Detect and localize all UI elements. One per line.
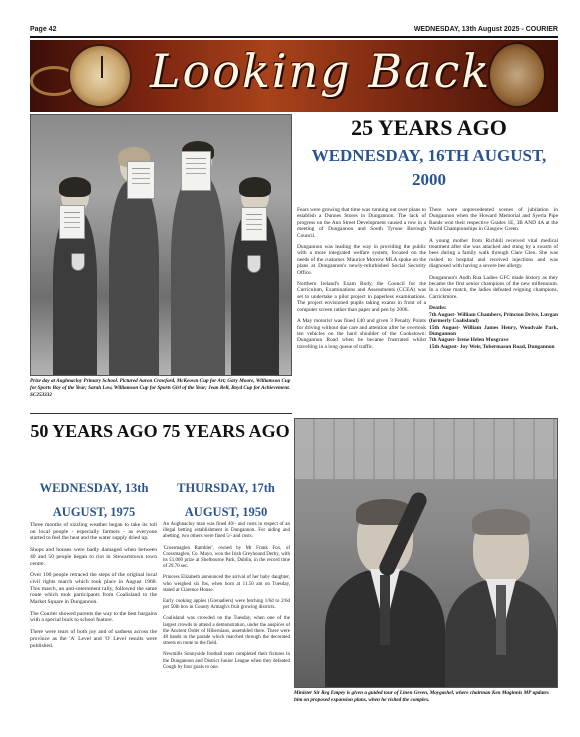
certificate <box>59 205 85 239</box>
article-paragraph: An Aughnacloy man was fined 40/- and costs in respect of an illegal betting establishment in Dungannon. For aiding and abetting, two others were fined 5/- and costs. <box>163 522 290 540</box>
article-paragraph: Coalisland was crowded on the Tuesday, when one of the largest crowds to attend a demonstration, under the auspices of the Ancient Order of Hibernians, assembled there. There were 48 bands in the parade which marched through the decorated streets en route to the field. <box>163 616 290 647</box>
section-divider <box>30 413 292 414</box>
article-paragraph: There were unprecedented scenes of jubilation in Dungannon when the Howard Memorial and Syerla Pipe Bands won their respective Grades 1E, 3B AND 4A at the World Championships in Glasgow Green. <box>429 207 558 233</box>
article-paragraph: A young mother from Richhill received vital medical treatment after she was attacked and stung by a swarm of bees during a family walk through Clare Glen. She was rushed to hospital and received injections and was diagnosed with having a severe bee allergy. <box>429 237 558 270</box>
article-paragraph: Princess Elizabeth announced the arrival of her baby daughter, who weighed six lbs, when born at 11.50 am on Tuesday, stated at Clarence House. <box>163 575 290 593</box>
article-paragraph: Fears were growing that time was running out over plans to establish a Dunnes Stores in Dungannon. The lack of progress on the Ann Street Development caused a row in a meeting of Dungannon and South Tyrone Borough Council. <box>297 207 426 239</box>
article-paragraph: Early cooking apples (Grenadiers) were fetching 1/6d to 2/6d per 50lb box in County Armagh's fruit growing districts. <box>163 599 290 611</box>
death-notice: 7th August- Irene Helen Musgrave <box>429 337 509 344</box>
column-25-right <box>429 207 558 350</box>
article-paragraph: Three months of sizzling weather began to take its toll on local people - especially farmers - as everyone started to feel the heat and the water supply dried up. <box>30 522 157 542</box>
deaths-heading: Deaths: <box>429 305 447 312</box>
column-50-years <box>30 522 157 654</box>
banner-title: Looking Back <box>150 44 492 98</box>
date-25-years: WEDNESDAY, 16TH AUGUST, 2000 <box>311 146 547 189</box>
certificate <box>127 161 155 199</box>
article-paragraph: Over 100 people retraced the steps of the original local civil rights march which took place in August 1968. This march, an anti-internment rally, followed the same route which took participants from Coalisland to the Market Square in Dungannon. <box>30 572 157 606</box>
article-paragraph: Dungannon was leading the way in providing the public with a more integrated welfare system, focused on the needs of the customer. Maurice Morrow MLA spoke on the plans at Dungannon's newly-refurbished Social Security Office. <box>297 244 426 276</box>
page-number: Page 42 <box>30 26 57 33</box>
header-rule <box>30 36 558 38</box>
death-notice: 15th August- William James Henry, Woodvale Park, Dungannon <box>429 324 558 337</box>
article-paragraph: The Courier showed parents the way to the best bargains with a special buck to school feature. <box>30 610 157 624</box>
deaths-list <box>429 305 558 350</box>
child-figure <box>109 181 159 376</box>
article-paragraph: Dungannon's Aodh Rua Ladies GFC made history as they became the first senior champions of the new millennium. In a close match, the ladies defeated reigning champions, Carrickmore. <box>429 274 558 300</box>
linen-green-caption: Minister Sir Reg Empey is given a guided tour of Linen Green, Moygashel, where chairman Ken Maginnis MP updates him on proposed expansion plans, when he visited the complex. <box>294 690 549 703</box>
linen-green-photo <box>294 418 558 688</box>
looking-back-banner <box>30 40 558 112</box>
man-figure <box>325 569 445 688</box>
certificate <box>241 207 267 241</box>
ceiling-beams <box>295 419 557 479</box>
prize-day-caption: Prize day at Aughnacloy Primary School. Pictured Aaron Crawford, McKeown Cup for Art; Gary Moore, Williamson Cup for Sports Boy of the Year; Sarah Low, Williamson Cup for Sports Girl of the Year; Jean Bell, Boyd Cup for Achievement. SC253332 <box>30 378 291 398</box>
certificate <box>181 151 211 191</box>
man-figure <box>445 579 557 688</box>
article-paragraph: Newmills Sunnyside football team completed their fixtures in the Dungannon and District Junior League when they defeated Cough by four goals to one. <box>163 652 290 670</box>
column-75-years <box>163 522 290 676</box>
date-75-years: THURSDAY, 17th AUGUST, 1950 <box>177 481 275 519</box>
article-paragraph: There were tears of both joy and of sadness across the province as the 'A' Level and 'O' Level results were published. <box>30 629 157 649</box>
date-50-years: WEDNESDAY, 13th AUGUST, 1975 <box>39 481 149 519</box>
heading-50-years: 50 YEARS AGO <box>30 421 158 441</box>
trophy-icon <box>247 255 261 273</box>
child-figure <box>171 175 225 376</box>
death-notice: 15th August- Joy Weir, Tobermason Road, Dungannon <box>429 343 555 350</box>
article-paragraph: 'Crossmaglen Rambler', owned by Mr Frank Fox, of Crossmaglen, Co. Mayo, won the Irish Greyhound Derby, with its £1,000 prize at Shelbourne Park, Dublin, in the record time of 29.70 sec. <box>163 545 290 570</box>
death-notice: 7th August- William Chambers, Princton Drive, Lurgan (formerly Coalisland) <box>429 311 558 325</box>
heading-75-years: 75 YEARS AGO <box>162 421 290 441</box>
article-paragraph: A May motorist was fined £40 and given 3 Penalty Points for driving without due care and attention after he overtook ten vehicles on the hard shoulder of the Cookstown: Dungannon Road when he became frustrated whilst travelling in a long queue of traffic. <box>297 318 426 350</box>
trophy-icon <box>71 253 85 271</box>
heading-25-years: 25 YEARS AGO <box>351 115 507 140</box>
page-header <box>30 24 558 36</box>
prize-day-photo <box>30 114 292 376</box>
clock-icon <box>68 44 132 108</box>
issue-date: WEDNESDAY, 13th August 2025 - COURIER <box>413 26 558 33</box>
column-25-left <box>297 207 426 355</box>
article-paragraph: Northern Ireland's Exam Body, the Council for the Curriculum, Examinations and Assessments (CCEA) was set to undertake a pilot project in paperless examinations. The project envisioned pupils taking exams in front of a computer screen rather than paper and pen by 2006. <box>297 281 426 313</box>
article-paragraph: Shops and houses were badly damaged when between 40 and 50 people began to riot in Stewartstown town centre. <box>30 547 157 567</box>
